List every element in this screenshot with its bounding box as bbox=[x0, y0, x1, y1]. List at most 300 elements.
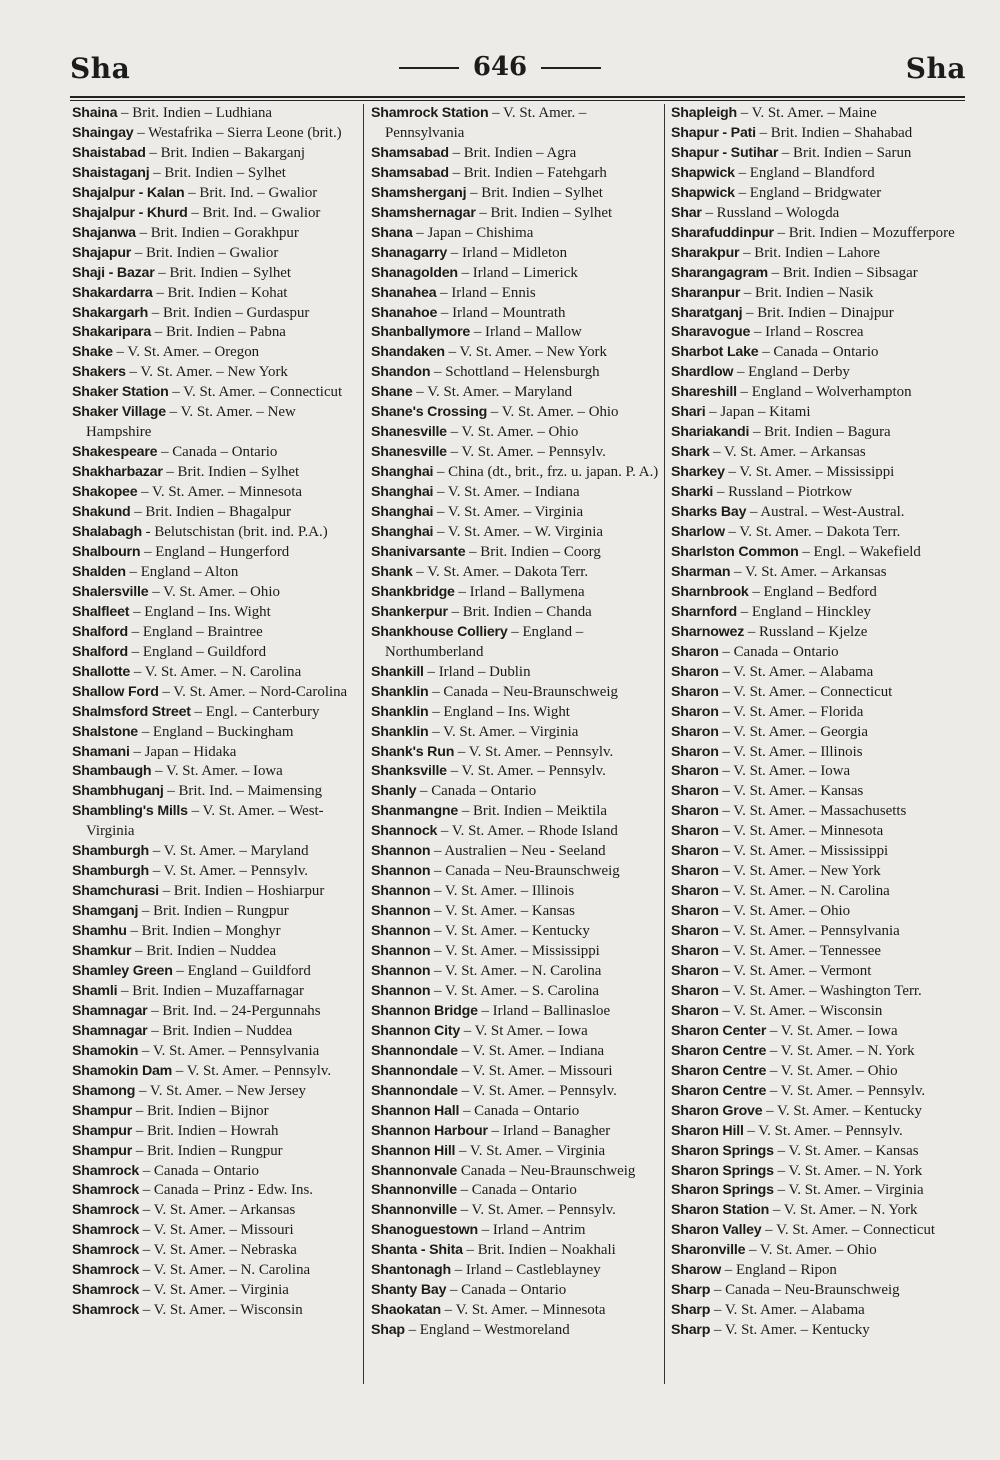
gazetteer-entry bbox=[671, 982, 963, 1002]
entry-place-name: Shannon bbox=[371, 863, 431, 880]
gazetteer-entry bbox=[671, 862, 963, 882]
entry-location: – Brit. Indien – Mozufferpore bbox=[773, 224, 955, 241]
gazetteer-entry bbox=[72, 683, 364, 703]
entry-location: – Brit. Indien – Coorg bbox=[465, 543, 601, 560]
entry-place-name: Sharon Springs bbox=[671, 1142, 774, 1159]
entry-location: – V. St. Amer. – Mississippi bbox=[430, 943, 600, 960]
entry-place-name: Sharow bbox=[671, 1262, 722, 1279]
gazetteer-entry bbox=[72, 982, 364, 1002]
entry-place-name: Sharon bbox=[671, 723, 719, 740]
entry-location: – Brit. Indien – Nasik bbox=[740, 284, 874, 301]
entry-location: – Irland – Dublin bbox=[423, 663, 531, 680]
gazetteer-entry bbox=[72, 323, 364, 343]
gazetteer-entry bbox=[371, 1062, 663, 1082]
entry-location: – V. St. Amer. – Mississippi bbox=[718, 843, 889, 860]
entry-place-name: Shakund bbox=[72, 504, 131, 521]
gazetteer-entry bbox=[671, 503, 963, 523]
entry-place-name: Shannonville bbox=[371, 1202, 457, 1219]
running-head-left: Sha bbox=[70, 52, 131, 85]
entry-place-name: Shannondale bbox=[371, 1062, 458, 1079]
entry-place-name: Shap bbox=[371, 1322, 405, 1339]
gazetteer-entry bbox=[371, 762, 663, 782]
entry-location: – V. St. Amer. – Ohio bbox=[487, 404, 619, 421]
gazetteer-entry bbox=[671, 423, 963, 443]
entry-location: – Brit. Indien – Kohat bbox=[152, 284, 288, 301]
gazetteer-entry bbox=[671, 882, 963, 902]
entry-location: – V. St. Amer. – Pennsylvania bbox=[718, 923, 900, 940]
entry-location: – Brit. Indien – Sylhet bbox=[475, 204, 613, 221]
entry-location: – V. St. Amer. – New Jersey bbox=[135, 1082, 306, 1099]
gazetteer-entry bbox=[72, 743, 364, 763]
entry-place-name: Shamani bbox=[72, 743, 130, 760]
gazetteer-entry bbox=[371, 563, 663, 583]
entry-location: – V. St. Amer. – Virginia bbox=[428, 723, 579, 740]
entry-place-name: Shariakandi bbox=[671, 424, 750, 441]
gazetteer-entry bbox=[371, 1122, 663, 1142]
gazetteer-entry bbox=[72, 962, 364, 982]
entry-location: – V. St. Amer. – Kentucky bbox=[762, 1102, 922, 1119]
entry-place-name: Shannon City bbox=[371, 1022, 461, 1039]
gazetteer-entry bbox=[671, 1062, 963, 1082]
entry-location: – V. St. Amer. – Nord-Carolina bbox=[158, 683, 348, 700]
entry-column-1 bbox=[72, 104, 364, 1321]
entry-location: – V. St. Amer. – Massachusetts bbox=[718, 803, 907, 820]
gazetteer-entry bbox=[72, 1241, 364, 1261]
entry-location: – V. St. Amer. – Pennsylv. bbox=[172, 1062, 332, 1079]
entry-place-name: Shajalpur - Khurd bbox=[72, 204, 188, 221]
entry-location: – England – Ripon bbox=[721, 1262, 837, 1279]
entry-location: – V. St. Amer. – Arkansas bbox=[730, 563, 887, 580]
entry-location: - Belutschistan (brit. ind. P.A.) bbox=[141, 524, 328, 541]
gazetteer-entry bbox=[371, 1082, 663, 1102]
gazetteer-entry bbox=[671, 323, 963, 343]
entry-location: – V. St. Amer. – Tennessee bbox=[718, 943, 882, 960]
gazetteer-entry bbox=[72, 1281, 364, 1301]
entry-location: – V. St. Amer. – Pennsylv. bbox=[766, 1082, 926, 1099]
gazetteer-entry bbox=[72, 1201, 364, 1221]
entry-location: – England – Northumberland bbox=[385, 623, 584, 660]
gazetteer-entry bbox=[72, 343, 364, 363]
entry-place-name: Sharon bbox=[671, 643, 719, 660]
entry-place-name: Sharatganj bbox=[671, 304, 743, 321]
entry-location: – England – Ins. Wight bbox=[428, 703, 570, 720]
entry-place-name: Shanty Bay bbox=[371, 1282, 447, 1299]
gazetteer-entry bbox=[371, 443, 663, 463]
entry-location: – Japan – Hidaka bbox=[129, 743, 237, 760]
entry-location: – Irland – Limerick bbox=[457, 264, 578, 281]
entry-place-name: Shannon Hill bbox=[371, 1142, 456, 1159]
entry-place-name: Shakers bbox=[72, 364, 126, 381]
entry-location: – V. St. Amer. – N. York bbox=[766, 1042, 915, 1059]
entry-location: – Irland – Mallow bbox=[470, 324, 582, 341]
gazetteer-entry bbox=[671, 144, 963, 164]
entry-location: – Irland – Roscrea bbox=[750, 324, 864, 341]
entry-location: – V. St. Amer. – Washington Terr. bbox=[718, 982, 922, 999]
entry-location: – V. St. Amer. – Dakota Terr. bbox=[412, 563, 589, 580]
gazetteer-entry bbox=[671, 383, 963, 403]
entry-location: – Engl. – Canterbury bbox=[190, 703, 320, 720]
entry-place-name: Shamshernagar bbox=[371, 204, 476, 221]
gazetteer-entry bbox=[72, 563, 364, 583]
gazetteer-entry bbox=[671, 164, 963, 184]
entry-location: – England – Buckingham bbox=[138, 723, 294, 740]
gazetteer-entry bbox=[671, 1221, 963, 1241]
entry-place-name: Shareshill bbox=[671, 384, 737, 401]
gazetteer-entry bbox=[671, 224, 963, 244]
gazetteer-entry bbox=[72, 443, 364, 463]
gazetteer-entry bbox=[671, 782, 963, 802]
gazetteer-entry bbox=[72, 1142, 364, 1162]
gazetteer-entry bbox=[371, 423, 663, 443]
entry-place-name: Shanesville bbox=[371, 444, 447, 461]
gazetteer-entry bbox=[371, 882, 663, 902]
entry-place-name: Shalstone bbox=[72, 723, 138, 740]
entry-place-name: Shannon Bridge bbox=[371, 1002, 478, 1019]
entry-location: – Schottland – Helensburgh bbox=[430, 364, 600, 381]
entry-place-name: Shajapur bbox=[72, 244, 132, 261]
gazetteer-entry bbox=[371, 304, 663, 324]
entry-place-name: Sharakpur bbox=[671, 244, 740, 261]
entry-place-name: Shalbourn bbox=[72, 543, 141, 560]
entry-place-name: Shallow Ford bbox=[72, 683, 159, 700]
entry-place-name: Shamkur bbox=[72, 943, 132, 960]
entry-location: – V. St. Amer. – Iowa bbox=[718, 763, 851, 780]
entry-place-name: Shapwick bbox=[671, 184, 735, 201]
gazetteer-entry bbox=[371, 623, 663, 663]
gazetteer-entry bbox=[72, 383, 364, 403]
gazetteer-entry bbox=[371, 264, 663, 284]
entry-place-name: Sharon bbox=[671, 743, 719, 760]
entry-location: – Brit. Indien – Pabna bbox=[151, 324, 286, 341]
entry-place-name: Shalfleet bbox=[72, 603, 130, 620]
entry-place-name: Shanghai bbox=[371, 504, 434, 521]
entry-place-name: Shannonvale bbox=[371, 1162, 458, 1179]
entry-place-name: Sharlow bbox=[671, 524, 725, 541]
entry-location: – Brit. Indien – Rungpur bbox=[138, 903, 289, 920]
entry-place-name: Shanklin bbox=[371, 703, 429, 720]
gazetteer-entry bbox=[371, 503, 663, 523]
gazetteer-entry bbox=[371, 1022, 663, 1042]
entry-location: – V. St. Amer. – Florida bbox=[718, 703, 864, 720]
gazetteer-entry bbox=[671, 1002, 963, 1022]
entry-place-name: Shambhuganj bbox=[72, 783, 164, 800]
entry-place-name: Shannon bbox=[371, 843, 431, 860]
entry-place-name: Shamrock bbox=[72, 1222, 140, 1239]
entry-place-name: Shakardarra bbox=[72, 284, 153, 301]
gazetteer-entry bbox=[72, 1162, 364, 1182]
entry-place-name: Shaina bbox=[72, 105, 118, 121]
gazetteer-entry bbox=[671, 543, 963, 563]
gazetteer-entry bbox=[72, 164, 364, 184]
gazetteer-entry bbox=[671, 1201, 963, 1221]
gazetteer-entry bbox=[671, 842, 963, 862]
entry-location: – Brit. Indien – Sylhet bbox=[149, 164, 286, 181]
entry-location: – Canada – Prinz - Edw. Ins. bbox=[139, 1182, 313, 1199]
entry-place-name: Shamrock bbox=[72, 1202, 140, 1219]
gazetteer-entry bbox=[371, 663, 663, 683]
entry-place-name: Shampur bbox=[72, 1102, 133, 1119]
entry-location: – V. St. Amer. – Maryland bbox=[149, 843, 309, 860]
gazetteer-entry bbox=[671, 663, 963, 683]
entry-location: – V. St. Amer. – Alabama bbox=[710, 1302, 865, 1319]
entry-location: – Japan – Kitami bbox=[705, 404, 811, 421]
entry-place-name: Shanagolden bbox=[371, 264, 458, 281]
entry-location: – V. St. Amer. – New York bbox=[125, 364, 288, 381]
entry-place-name: Sharon bbox=[671, 883, 719, 900]
gazetteer-entry bbox=[671, 1241, 963, 1261]
entry-place-name: Sharp bbox=[671, 1302, 711, 1319]
entry-location: – V. St. Amer. – Virginia bbox=[455, 1142, 606, 1159]
entry-location: – Brit. Ind. – 24-Pergunnahs bbox=[147, 1002, 321, 1019]
entry-location: – Irland – Banagher bbox=[487, 1122, 611, 1139]
gazetteer-entry bbox=[371, 822, 663, 842]
gazetteer-entry bbox=[671, 343, 963, 363]
entry-place-name: Shanghai bbox=[371, 484, 434, 501]
entry-place-name: Sharavogue bbox=[671, 324, 751, 341]
gazetteer-entry bbox=[72, 204, 364, 224]
gazetteer-entry bbox=[671, 703, 963, 723]
entry-location: – V. St. Amer. – Illinois bbox=[430, 883, 575, 900]
gazetteer-entry bbox=[371, 782, 663, 802]
entry-location: – England – Braintree bbox=[127, 623, 263, 640]
entry-location: – Brit. Indien – Nuddea bbox=[131, 943, 277, 960]
entry-place-name: Shamli bbox=[72, 982, 118, 999]
gazetteer-entry bbox=[371, 383, 663, 403]
gazetteer-entry bbox=[72, 184, 364, 204]
gazetteer-entry bbox=[671, 1162, 963, 1182]
entry-location: – V. St. Amer. – Pennsylvania bbox=[385, 105, 587, 141]
entry-place-name: Sharon bbox=[671, 663, 719, 680]
gazetteer-entry bbox=[671, 204, 963, 224]
entry-location: – Canada – Ontario bbox=[718, 643, 839, 660]
gazetteer-entry bbox=[671, 643, 963, 663]
entry-location: – England – Westmoreland bbox=[404, 1322, 570, 1339]
entry-place-name: Shari bbox=[671, 404, 706, 421]
entry-place-name: Shannon bbox=[371, 903, 431, 920]
gazetteer-entry bbox=[371, 1221, 663, 1241]
gazetteer-entry bbox=[72, 1062, 364, 1082]
entry-location: – China (dt., brit., frz. u. japan. P. A.) bbox=[433, 464, 659, 481]
entry-place-name: Shamnagar bbox=[72, 1022, 148, 1039]
entry-location: – Canada – Ontario bbox=[456, 1182, 577, 1199]
entry-place-name: Shalden bbox=[72, 563, 126, 580]
gazetteer-entry bbox=[72, 463, 364, 483]
entry-location: – Austral. – West-Austral. bbox=[746, 504, 905, 521]
entry-place-name: Shamrock bbox=[72, 1162, 140, 1179]
gazetteer-entry bbox=[671, 743, 963, 763]
entry-place-name: Sharafuddinpur bbox=[671, 224, 774, 241]
entry-location: – Brit. Indien – Chanda bbox=[447, 603, 592, 620]
entry-place-name: Shanklin bbox=[371, 723, 429, 740]
gazetteer-entry bbox=[72, 1102, 364, 1122]
entry-location: – Brit. Indien – Hoshiarpur bbox=[158, 883, 325, 900]
entry-location: – V. St. Amer. – N. York bbox=[769, 1202, 918, 1219]
entry-place-name: Sharonville bbox=[671, 1242, 746, 1259]
gazetteer-entry bbox=[72, 523, 364, 543]
entry-place-name: Shanklin bbox=[371, 683, 429, 700]
entry-location: – England – Bridgwater bbox=[734, 184, 882, 201]
gazetteer-entry bbox=[371, 164, 663, 184]
entry-location: – Brit. Indien – Sibsagar bbox=[767, 264, 918, 281]
gazetteer-entry bbox=[671, 1261, 963, 1281]
entry-place-name: Shanahoe bbox=[371, 304, 438, 321]
gazetteer-entry bbox=[671, 1301, 963, 1321]
gazetteer-entry bbox=[72, 1002, 364, 1022]
entry-location: – Russland – Wologda bbox=[701, 204, 840, 221]
entry-location: – England – Hungerford bbox=[140, 543, 290, 560]
entry-location: – Irland – Castleblayney bbox=[450, 1262, 601, 1279]
entry-place-name: Sharon bbox=[671, 763, 719, 780]
entry-location: – Irland – Antrim bbox=[477, 1222, 586, 1239]
entry-location: – V. St. Amer. – Pennsylv. bbox=[446, 763, 606, 780]
entry-place-name: Shardlow bbox=[671, 364, 734, 381]
entry-place-name: Shannon bbox=[371, 883, 431, 900]
gazetteer-entry bbox=[72, 902, 364, 922]
page-number-line bbox=[0, 52, 1000, 82]
gazetteer-entry bbox=[371, 842, 663, 862]
gazetteer-entry bbox=[671, 523, 963, 543]
entry-location: – England – Derby bbox=[733, 364, 850, 381]
entry-place-name: Shalmsford Street bbox=[72, 703, 191, 720]
gazetteer-entry bbox=[72, 1122, 364, 1142]
gazetteer-entry bbox=[72, 703, 364, 723]
entry-place-name: Shamnagar bbox=[72, 1002, 148, 1019]
entry-place-name: Shamsherganj bbox=[371, 184, 467, 201]
entry-location: – V. St. Amer. – New York bbox=[718, 863, 881, 880]
entry-location: – V. St. Amer. – Pennsylv. bbox=[456, 1202, 616, 1219]
entry-column-2 bbox=[371, 104, 663, 1341]
entry-location: – England – Guildford bbox=[127, 643, 267, 660]
entry-location: – Brit. Ind. – Gwalior bbox=[187, 204, 321, 221]
entry-place-name: Shakargarh bbox=[72, 304, 149, 321]
gazetteer-entry bbox=[72, 483, 364, 503]
entry-place-name: Shamsabad bbox=[371, 164, 449, 181]
entry-place-name: Shanesville bbox=[371, 424, 447, 441]
gazetteer-entry bbox=[72, 882, 364, 902]
gazetteer-entry bbox=[72, 1181, 364, 1201]
gazetteer-entry bbox=[371, 942, 663, 962]
entry-place-name: Shanly bbox=[371, 783, 417, 800]
entry-place-name: Shapur - Sutihar bbox=[671, 144, 779, 161]
entry-place-name: Sharanpur bbox=[671, 284, 741, 301]
entry-place-name: Shanksville bbox=[371, 763, 447, 780]
entry-location: – Brit. Indien – Bhagalpur bbox=[130, 504, 291, 521]
entry-location: – V. St. Amer. – Pennsylv. bbox=[446, 444, 606, 461]
entry-location: – Brit. Indien – Bakarganj bbox=[145, 144, 306, 161]
entry-location: – V. St. Amer. – Ohio bbox=[718, 903, 851, 920]
entry-place-name: Shanghai bbox=[371, 464, 434, 481]
entry-location: – Irland – Ballymena bbox=[454, 583, 585, 600]
gazetteer-entry bbox=[72, 363, 364, 383]
entry-location: – V. St. Amer. – Kentucky bbox=[430, 923, 590, 940]
entry-location: – V. St. Amer. – Minnesota bbox=[137, 484, 302, 501]
gazetteer-entry bbox=[371, 184, 663, 204]
entry-place-name: Shamburgh bbox=[72, 863, 150, 880]
gazetteer-entry bbox=[72, 403, 364, 443]
gazetteer-entry bbox=[371, 962, 663, 982]
gazetteer-entry bbox=[671, 1082, 963, 1102]
entry-location: – Brit. Indien – Monghyr bbox=[126, 923, 281, 940]
entry-place-name: Sharnowez bbox=[671, 623, 745, 640]
entry-location: – V. St. Amer. – Pennsylv. bbox=[743, 1122, 903, 1139]
gazetteer-entry bbox=[371, 1102, 663, 1122]
entry-place-name: Shampur bbox=[72, 1142, 133, 1159]
gazetteer-entry bbox=[371, 703, 663, 723]
gazetteer-entry bbox=[371, 1181, 663, 1201]
entry-location: – Canada – Neu-Braunschweig bbox=[428, 683, 618, 700]
gazetteer-entry bbox=[72, 244, 364, 264]
gazetteer-entry bbox=[671, 443, 963, 463]
gazetteer-entry bbox=[671, 723, 963, 743]
entry-location: – Brit. Indien – Gwalior bbox=[131, 244, 279, 261]
entry-location: – Brit. Indien – Lahore bbox=[739, 244, 880, 261]
entry-place-name: Shaistaganj bbox=[72, 164, 150, 181]
gazetteer-entry bbox=[72, 1082, 364, 1102]
entry-place-name: Sharon bbox=[671, 823, 719, 840]
entry-location: – V. St. Amer. – Connecticut bbox=[718, 683, 893, 700]
entry-location: – Canada – Neu-Braunschweig bbox=[430, 863, 620, 880]
gazetteer-entry bbox=[72, 264, 364, 284]
gazetteer-entry bbox=[671, 1142, 963, 1162]
entry-place-name: Shannondale bbox=[371, 1082, 458, 1099]
entry-location: – Russland – Kjelze bbox=[744, 623, 868, 640]
gazetteer-entry bbox=[72, 104, 364, 124]
gazetteer-entry bbox=[671, 244, 963, 264]
entry-place-name: Sharon Valley bbox=[671, 1222, 762, 1239]
entry-place-name: Shandon bbox=[371, 364, 431, 381]
entry-location: Canada – Neu-Braunschweig bbox=[457, 1162, 636, 1179]
entry-place-name: Sharp bbox=[671, 1322, 711, 1339]
gazetteer-entry bbox=[371, 463, 663, 483]
entry-location: – V. St. Amer. – Illinois bbox=[718, 743, 863, 760]
entry-place-name: Sharon Station bbox=[671, 1202, 770, 1219]
gazetteer-entry bbox=[371, 543, 663, 563]
entry-place-name: Shakaripara bbox=[72, 324, 152, 341]
entry-location: – V. St. Amer. – Georgia bbox=[718, 723, 869, 740]
entry-location: – Irland – Mountrath bbox=[437, 304, 566, 321]
gazetteer-entry bbox=[371, 224, 663, 244]
gazetteer-entry bbox=[371, 403, 663, 423]
entry-place-name: Shamburgh bbox=[72, 843, 150, 860]
entry-place-name: Shakespeare bbox=[72, 444, 158, 461]
entry-location: – V. St. Amer. – Maine bbox=[737, 105, 877, 121]
entry-place-name: Sharon bbox=[671, 783, 719, 800]
entry-location: – England – Alton bbox=[125, 563, 239, 580]
entry-location: – V. St. Amer. – Kansas bbox=[773, 1142, 919, 1159]
entry-place-name: Shandaken bbox=[371, 344, 445, 361]
entry-place-name: Sharon bbox=[671, 962, 719, 979]
entry-place-name: Shalford bbox=[72, 623, 128, 640]
gazetteer-entry bbox=[671, 1042, 963, 1062]
entry-location: – V. St. Amer. – Iowa bbox=[766, 1022, 898, 1039]
entry-column-3 bbox=[671, 104, 963, 1341]
entry-place-name: Shankill bbox=[371, 663, 424, 680]
gazetteer-entry bbox=[371, 204, 663, 224]
entry-place-name: Shajanwa bbox=[72, 224, 136, 241]
gazetteer-entry bbox=[671, 304, 963, 324]
gazetteer-entry bbox=[671, 822, 963, 842]
entry-place-name: Shalford bbox=[72, 643, 128, 660]
entry-place-name: Sharks Bay bbox=[671, 504, 747, 521]
entry-place-name: Shanballymore bbox=[371, 324, 471, 341]
entry-location: – V. St Amer. – Iowa bbox=[460, 1022, 588, 1039]
entry-location: – Australien – Neu - Seeland bbox=[430, 843, 606, 860]
gazetteer-entry bbox=[671, 463, 963, 483]
entry-place-name: Shambaugh bbox=[72, 763, 152, 780]
entry-location: – V. St. Amer. – Maryland bbox=[412, 384, 573, 401]
entry-location: – V. St. Amer. – Mississippi bbox=[724, 464, 895, 481]
gazetteer-entry bbox=[371, 483, 663, 503]
